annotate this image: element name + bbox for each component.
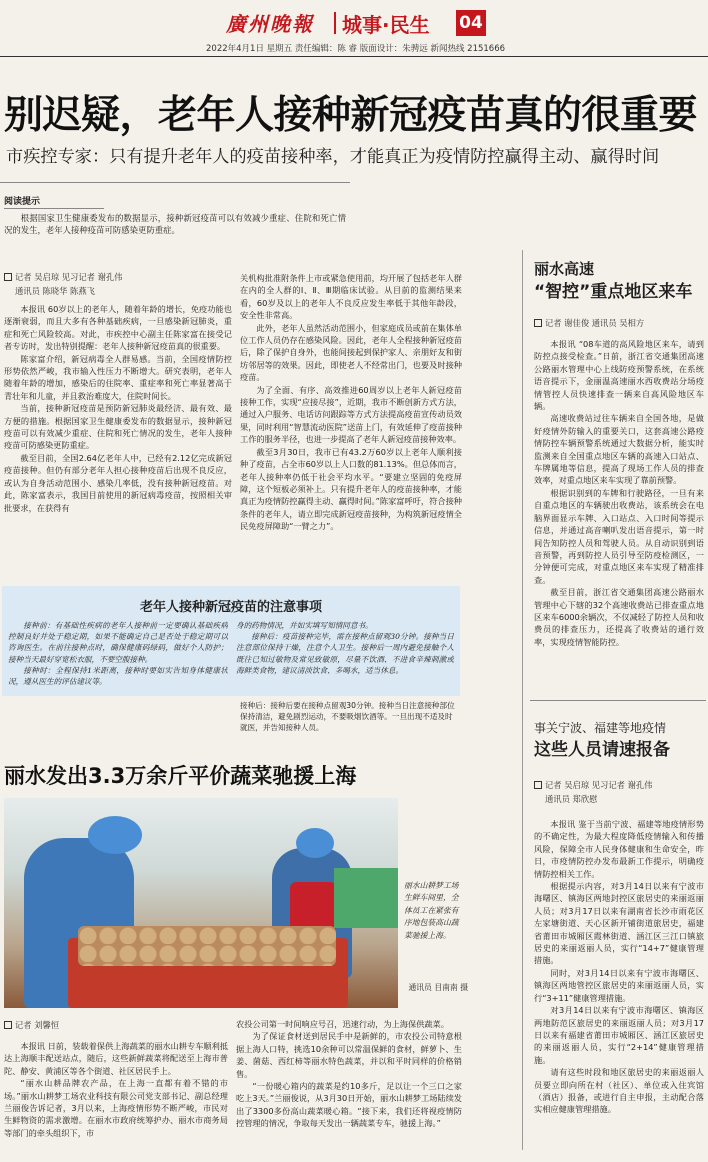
paragraph: 截至3月30日，我市已有43.2万60岁以上老年人顺利接种了疫苗，占全市60岁以上人口数的81.13%。但总体而言，老年人接种率仍低于社会平均水平。“要建立坚固的免疫屏障，这个短板必须补上。只有提升老年人的疫苗接种率，才能真正为疫情防控赢得主动、赢得时间。”陈家富呼吁，符合接种条件的老年人，请立即完成新冠疫苗接种，为构筑新冠疫情全民免疫屏障助“一臂之力”。 (240, 446, 462, 532)
story2-headline: 丽水发出3.3万余斤平价蔬菜驰援上海 (4, 764, 357, 788)
paragraph: 农投公司第一时间响应号召，迅速行动，为上海保供蔬菜。 (236, 1019, 449, 1029)
paragraph: 根据识别到的车牌和行驶路径，一旦有来自重点地区的车辆驶出收费站，该系统会在电脑界面显示车牌、入口站点、入口时间等提示信息，并通过高音喇叭发出语音提示，第一时间告知防控人员和驾驶人员。从自动识别到语音预警，再到防控人员引导至防疫检测区，一分钟便可完成，对重点地区来车实现了精准排查。 (534, 487, 704, 585)
paragraph: 本报讯 “08车道的高风险地区来车，请到防控点接受检查。”日前，浙江省交通集团高速公路丽水管理中心上线防疫预警系统，在系统语音提示下，金丽温高速丽水西收费站分场疫情管控人员快速排查一辆来自高风险地区车辆。 (534, 339, 704, 412)
paragraph: 高速收费站过往车辆来自全国各地，是做好疫情外防输入的重要关口，这套高速公路疫情防控车辆预警系统通过大数据分析，能实时监测来自全国重点地区车辆的高速入口站点、车牌属地等信息，提高了现场工作人员的排查效率，对重点地区来车实现了靠前预警。 (534, 413, 704, 486)
paragraph: 根据提示内容，对3月14日以来有宁波市海曙区、镇海区两地封控区旅居史的来丽返丽人员；对3月17日以来有湖南省长沙市雨花区左家塘街道、天心区新开铺街道旅居史，福建省莆田市城厢区霞林街道、涵江区三江口镇旅居史的来丽返丽人员，实行“14+7”健康管理措施。 (534, 881, 704, 966)
story2-byline: 记者 刘馨恒 (4, 1018, 224, 1032)
main-col-1 (4, 303, 232, 583)
header-rule (0, 56, 708, 57)
page-title: 别迟疑，老年人接种新冠疫苗真的很重要 (4, 92, 698, 138)
paragraph: 截至目前，全国2.64亿老年人中，已经有2.12亿完成新冠疫苗接种。但仍有部分老年人担心接种疫苗后出现不良反应，或认为自身活动范围小、感染几率低，没有接种新冠疫苗。对此，陈家富表示，我国目前使用的新冠病毒疫苗，按照相关审批要求，在获得有 (4, 452, 232, 513)
notice-title: 老年人接种新冠疫苗的注意事项 (139, 600, 322, 615)
paragraph: 截至目前，浙江省交通集团高速公路丽水管理中心下辖的32个高速收费站已排查重点地区来车6000余辆次，不仅减轻了防控人员和收费员的排查压力，还提高了收费站的通行效率，实现疫情智能防控。 (534, 587, 704, 647)
page-number: 04 (456, 10, 486, 36)
byline-icon (4, 1021, 12, 1029)
masthead (0, 0, 708, 62)
subhead: 市疾控专家：只有提升老年人的疫苗接种率，才能真正为疫情防控赢得主动、赢得时间 (6, 147, 660, 167)
notice-item: 接种前：有基础性疾病的老年人接种前一定要确认基础疾病控制良好并处于稳定期，如果不能确定自己是否处于稳定期可以咨询医生。在前往接种点时，确保健康码绿码，做好个人防护；接种当天最好穿宽松衣服，不要空腹接种。 (8, 621, 228, 664)
paragraph: 为了全面、有序、高效推进60周岁以上老年人新冠疫苗接种工作，实现“应接尽接”，近期，我市不断创新方式方法，通过入户服务、电话访问跟踪等方式方法提高疫苗宣传动员效果，同时利用“智慧流动医院”送苗上门，有效延伸了疫苗接种工作的服务半径，也进一步提高了老年人新冠疫苗接种效率。 (240, 384, 462, 445)
paragraph: “一份暖心箱内的蔬菜是约10多斤，足以让一个三口之家吃上3天。”兰丽俊说，从3月30日开始，丽水山耕梦工场陆续发出了3300多份高山蔬菜暖心箱。“接下来，我们还将视疫情防控管理的情况，争取每天发出一辆蔬菜专车，驰援上海。” (236, 1081, 462, 1129)
header-info: 2022年4月1日 星期五 责任编辑：陈 睿 版面设计：朱骋远 新闻热线 2151666 (206, 44, 506, 54)
mushrooms (78, 926, 336, 966)
right-story2-title-line2: 这些人员请速报备 (534, 740, 670, 760)
right-separator (530, 700, 706, 701)
photo-caption: 丽水山耕梦工场生鲜车间里，全体员工在紧张有序地包装高山蔬菜驰援上海。 (404, 881, 459, 940)
worker-left-cap (88, 816, 142, 854)
right-story1-title (534, 258, 706, 304)
worker-right-cap (296, 828, 334, 858)
right-column-divider (522, 250, 523, 1150)
logo-divider (334, 12, 336, 34)
paragraph: 为了保证食材送到居民手中是新鲜的，市农投公司特意根据上海人口特，挑选10余种可以常温保鲜的食材，鲜萝卜、生姜、菌菇、西红柿等丽水特色蔬菜，并以和平时同样的价格销售。 (236, 1031, 462, 1079)
paragraph: 当前，接种新冠疫苗是预防新冠肺炎最经济、最有效、最方便的措施。根据国家卫生健康委发布的数据显示，接种新冠疫苗可以有效减少重症、住院和死亡情况的发生，老年人接种疫苗可防感染更防重症。 (4, 403, 232, 451)
right-story1-body (534, 338, 704, 688)
summary-label: 阅读提示 (4, 197, 41, 207)
photo-credit: 通讯员 目南南 摄 (408, 983, 468, 992)
right-story2-title-line1: 事关宁波、福建等地疫情 (534, 721, 667, 735)
paragraph: 同时，对3月14日以来有宁波市海曙区、镇海区两地管控区旅居史的来丽返丽人员，实行“3+11”健康管理措施。 (534, 967, 704, 1003)
byline-icon (534, 781, 542, 789)
notice-item: 接种后：疫苗接种完毕，需在接种点留观30分钟。接种当日注意部位保持干燥，注意个人卫生。接种后一周内避免接触个人既往已知过敏物及常见致敏原，尽量不饮酒、不进食辛辣刺激或海鲜类食物，建议清淡饮食、多喝水，适当休息。 (236, 632, 454, 675)
paragraph: 请有这些时段和地区旅居史的来丽返丽人员要立即向所在村（社区）、单位或入住宾馆（酒店）报备，或进行自主申报，主动配合落实相应健康管理措施。 (534, 1067, 704, 1115)
vegetable-photo (4, 798, 398, 1008)
story2-col-1 (4, 1040, 228, 1160)
notice-right (236, 620, 454, 692)
main-byline: 记者 吴启琼 见习记者 谢孔伟 通讯员 陈晓华 陈燕飞 (4, 270, 234, 298)
paragraph: 对3月14日以来有宁波市海曙区、镇海区两地防范区旅居史的来丽返丽人员；对3月17日以来有福建省莆田市城厢区、涵江区旅居史的来丽返丽人员，实行“2+14”健康管理措施。 (534, 1005, 704, 1065)
main-col-2 (240, 272, 462, 583)
right-story1-title-line1: 丽水高速 (534, 260, 595, 278)
green-crates (334, 868, 398, 928)
notice-item: 身的药物情况，并如实填写知情同意书。 (236, 621, 373, 630)
paragraph: 本报讯 鉴于当前宁波、福建等地疫情形势的不确定性，为最大程度降低疫情输入和传播风险，保障全市人民身体健康和生命安全，昨日，市疫情防控办发布最新工作提示，明确疫情防控相关工作。 (534, 819, 704, 879)
right-story2-byline: 记者 吴启琼 见习记者 谢孔伟 通讯员 郑欣慰 (534, 778, 706, 806)
summary-text: 根据国家卫生健康委发布的数据显示，接种新冠疫苗可以有效减少重症、住院和死亡情况的发生，老年人接种疫苗可防感染更防重症。 (4, 213, 346, 236)
notice-left (8, 620, 228, 692)
right-story1-byline: 记者 谢佳俊 通讯员 吴相方 (534, 316, 706, 330)
right-story1-title-line2: “智控”重点地区来车 (534, 282, 693, 302)
right-story2-title (534, 718, 706, 762)
right-story2-body (534, 818, 704, 1156)
notice-item: 接种时：全程保持1米距离，接种时要如实告知身体健康状况，遵从医生的评估建议等。 (8, 665, 228, 687)
paragraph: 本报讯 日前，装载着保供上海蔬菜的丽水山耕专车顺利抵达上海顺丰配送站点，随后，这些新鲜蔬菜将配送至上海市普陀、静安、黄浦区等各个街道、社区居民手上。 (4, 1041, 228, 1076)
newspaper-logo: 廣州晚報 (226, 12, 314, 36)
notice-right-summary: 接种后：接种后要在接种点留观30分钟。接种当日注意接种部位保持清洁，避免剧烈运动，不要吸烟饮酒等。一旦出现不适及时就医，并告知接种人员。 (240, 701, 455, 732)
byline-icon (4, 273, 12, 281)
summary-box (0, 182, 350, 244)
byline-icon (534, 319, 542, 327)
notice-box (2, 586, 460, 696)
section-title: 城事·民生 (342, 13, 430, 37)
paragraph: 此外，老年人虽然活动范围小，但家庭成员或前在集体单位工作人员仍存在感染风险。因此，老年人全程接种新冠疫苗后，除了保护自身外，也能间接起到保护家人、亲朋好友和街坊邻居等的效果。因此，即使老人不经常出门，也要及时接种疫苗。 (240, 322, 462, 383)
paragraph: 陈家富介绍，新冠病毒全人群易感。当前，全国疫情防控形势依然严峻，我市输入性压力不断增大。研究表明，老年人随着年龄的增加，感染后的住院率、重症率和死亡率显著高于青壮年和儿童，并且救治难度大，住院时间长。 (4, 353, 232, 401)
paragraph: 本报讯 60岁以上的老年人，随着年龄的增长，免疫功能也逐渐衰弱，而且大多有各种基础疾病，一旦感染新冠肺炎，重症和死亡风险较高。对此，市疾控中心副主任陈家富在接受记者专访时，发出特别提醒：老年人接种新冠疫苗真的很重要。 (4, 304, 232, 352)
paragraph: 关机构批准附条件上市或紧急使用前，均开展了包括老年人群在内的全人群的Ⅰ、Ⅱ、Ⅲ期临床试验。从目前的监测结果来看，60岁及以上的老年人不良反应发生率低于其他年龄段，安全性非常高。 (240, 273, 462, 321)
story2-col-2 (236, 1018, 462, 1160)
paragraph: “丽水山耕品牌农产品，在上海一直都有着不错的市场。”丽水山耕梦工场农业科技有限公司党支部书记、副总经理兰丽俊告诉记者，3月以来，上海疫情形势不断严峻，市民对生鲜物资的需求激增。在丽水市政府统筹护办、丽水市商务局等部门的牵头组织下，市 (4, 1078, 228, 1138)
